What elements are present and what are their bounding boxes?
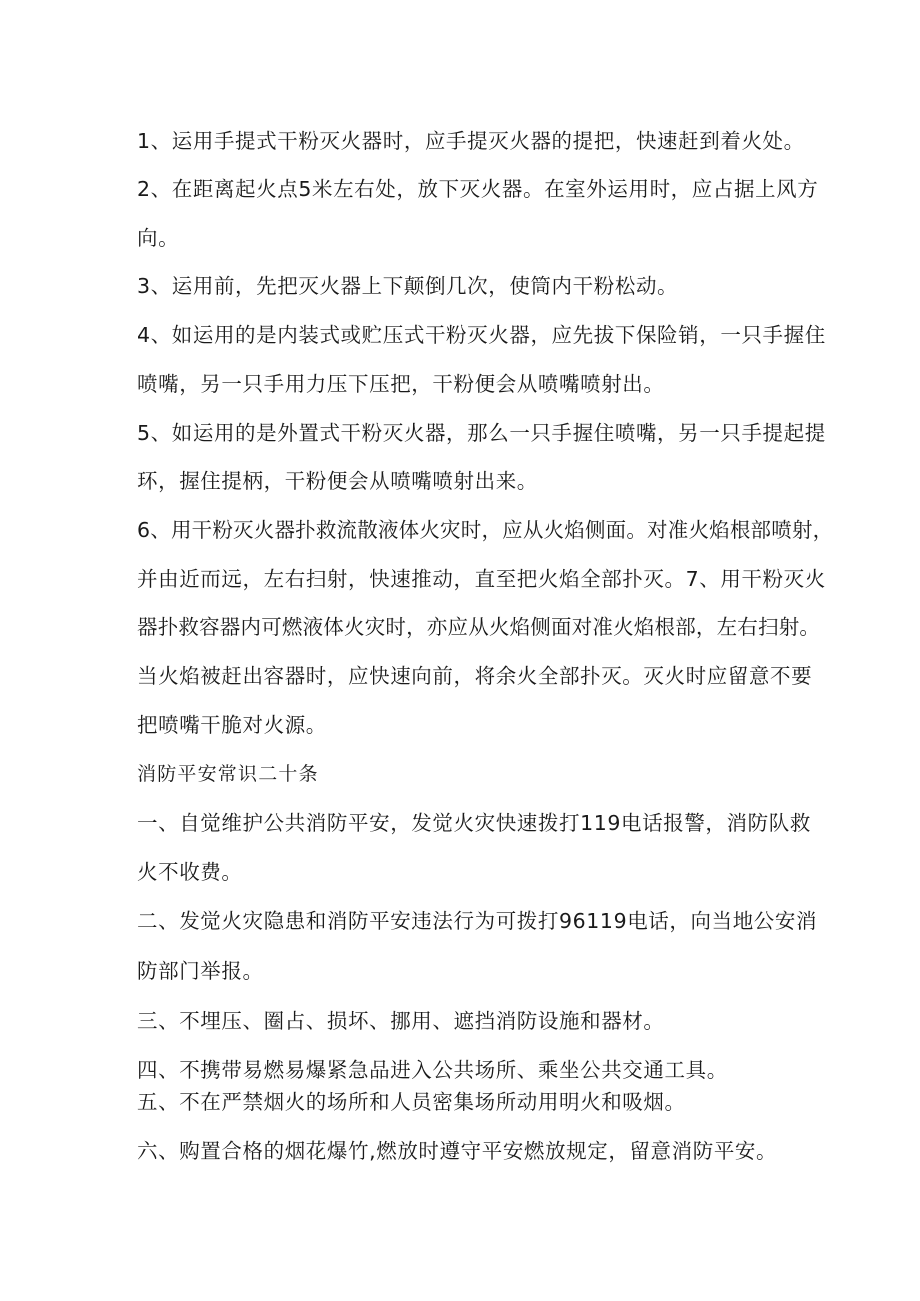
paragraph-line-4: 3、运用前，先把灭火器上下颠倒几次，使筒内干粉松动。	[137, 274, 679, 298]
paragraph-line-6: 喷嘴，另一只手用力压下压把，干粉便会从喷嘴喷射出。	[137, 372, 665, 396]
paragraph-line-13: 把喷嘴干脆对火源。	[137, 713, 327, 737]
paragraph-line-3: 向。	[137, 226, 180, 250]
section-heading: 消防平安常识二十条	[137, 763, 319, 785]
paragraph-line-15: 一、自觉维护公共消防平安，发觉火灾快速拨打119电话报警，消防队救	[137, 811, 811, 835]
paragraph-line-19: 三、不埋压、圈占、损坏、挪用、遮挡消防设施和器材。	[137, 1009, 665, 1033]
paragraph-line-1: 1、运用手提式干粉灭火器时，应手提灭火器的提把，快速赶到着火处。	[137, 129, 805, 153]
paragraph-line-20: 四、不携带易燃易爆紧急品进入公共场所、乘坐公共交通工具。	[137, 1058, 728, 1082]
paragraph-line-8: 环，握住提柄，干粉便会从喷嘴喷射出来。	[137, 469, 538, 493]
paragraph-line-2: 2、在距离起火点5米左右处，放下灭火器。在室外运用时，应占据上风方	[137, 177, 819, 201]
paragraph-line-7: 5、如运用的是外置式干粉灭火器，那么一只手握住喷嘴，另一只手提起提	[137, 421, 826, 445]
paragraph-line-17: 二、发觉火灾隐患和消防平安违法行为可拨打96119电话，向当地公安消	[137, 909, 818, 933]
paragraph-line-10: 并由近而远，左右扫射，快速推动，直至把火焰全部扑灭。7、用干粉灭火	[137, 567, 826, 591]
paragraph-line-16: 火不收费。	[137, 860, 243, 884]
paragraph-line-9: 6、用干粉灭火器扑救流散液体火灾时，应从火焰侧面。对准火焰根部喷射，	[137, 518, 834, 542]
paragraph-line-5: 4、如运用的是内装式或贮压式干粉灭火器，应先拔下保险销，一只手握住	[137, 323, 826, 347]
paragraph-line-12: 当火焰被赶出容器时，应快速向前，将余火全部扑灭。灭火时应留意不要	[137, 664, 813, 688]
paragraph-line-21: 五、不在严禁烟火的场所和人员密集场所动用明火和吸烟。	[137, 1090, 686, 1114]
paragraph-line-18: 防部门举报。	[137, 959, 264, 983]
paragraph-line-11: 器扑救容器内可燃液体火灾时，亦应从火焰侧面对准火焰根部，左右扫射。	[137, 615, 821, 639]
paragraph-line-22: 六、购置合格的烟花爆竹,燃放时遵守平安燃放规定，留意消防平安。	[137, 1139, 778, 1163]
